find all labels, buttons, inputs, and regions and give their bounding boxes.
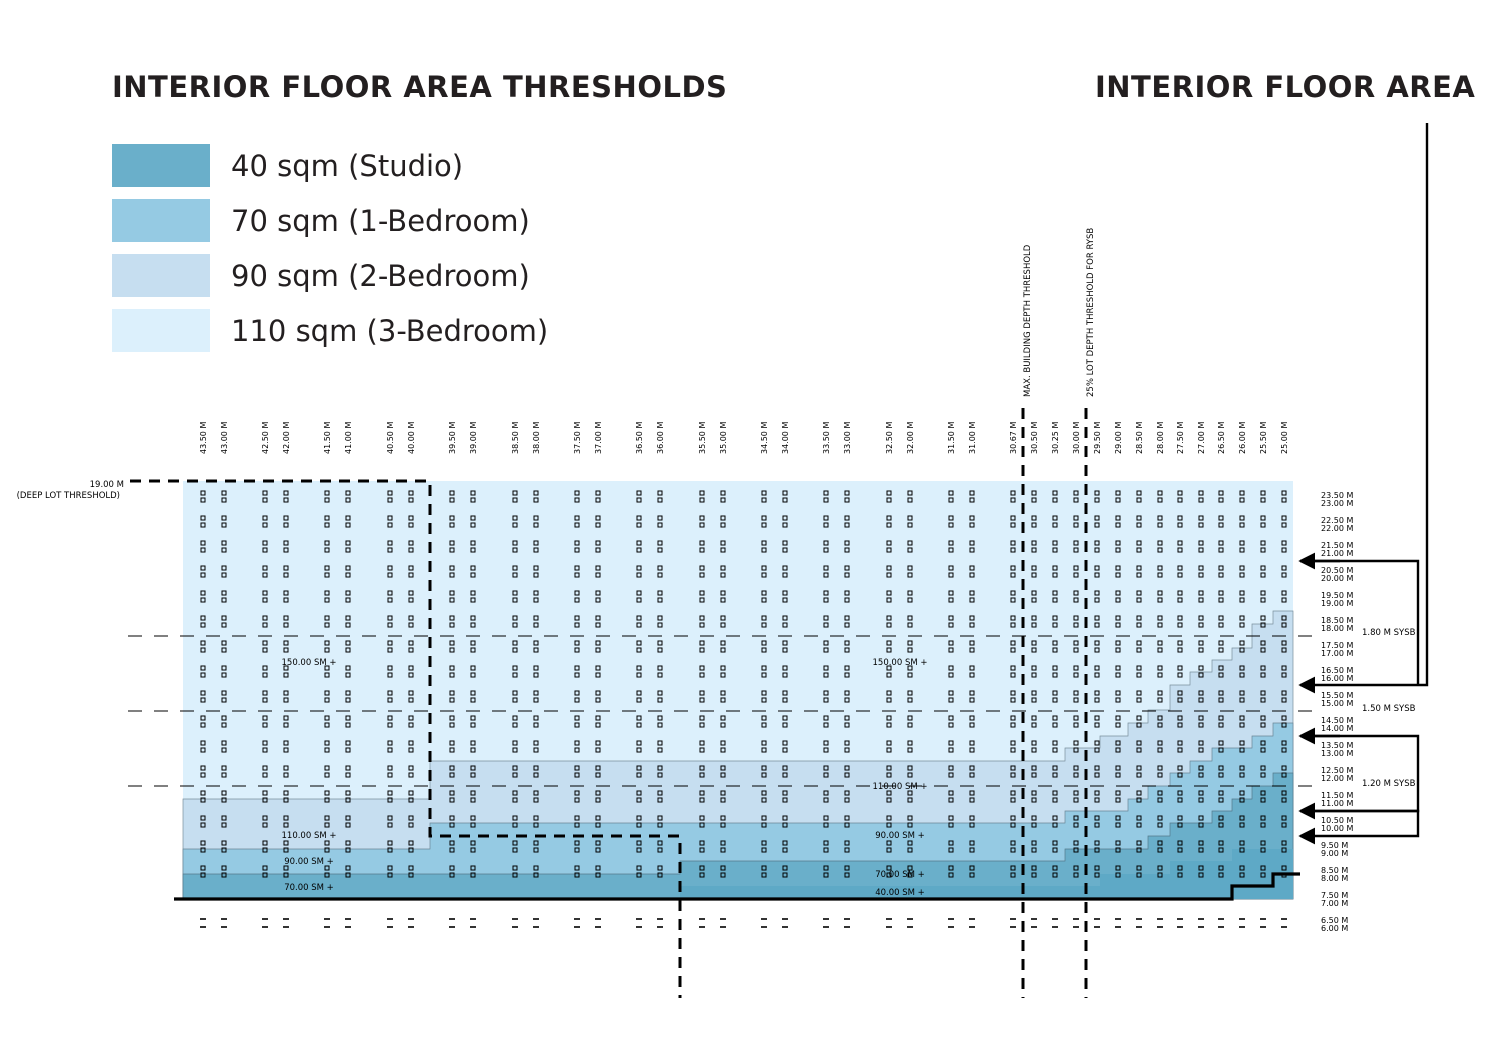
lot-depth-label: 32.50 M <box>885 421 894 454</box>
lot-depth-label: 30.00 M <box>1072 421 1081 454</box>
lot-depth-labels <box>199 422 1289 454</box>
area-label-90-right: 90.00 SM + <box>875 831 925 841</box>
lot-depth-label: 31.00 M <box>968 421 977 454</box>
lot-depth-label: 30.25 M <box>1051 421 1060 454</box>
legend-label: 90 sqm (2-Bedroom) <box>231 259 530 293</box>
bracket-middle <box>1300 736 1418 811</box>
lot-depth-label: 41.00 M <box>344 421 353 454</box>
floor-area-title: INTERIOR FLOOR AREA <box>1095 70 1476 104</box>
lot-depth-label: 41.50 M <box>323 421 332 454</box>
lot-width-label: 17.00 M <box>1321 649 1354 658</box>
lot-depth-label: 30.50 M <box>1030 421 1039 454</box>
legend-label: 110 sqm (3-Bedroom) <box>231 314 549 348</box>
area-label-70-right: 70.00 SM + <box>875 870 925 880</box>
floor-area-connector <box>1300 123 1427 685</box>
lot-depth-label: 34.50 M <box>760 421 769 454</box>
lot-depth-label: 25.50 M <box>1259 421 1268 454</box>
lot-depth-label: 43.50 M <box>199 421 208 454</box>
lot-width-label: 20.50 M <box>1321 566 1354 575</box>
lot-width-label: 8.00 M <box>1321 874 1349 883</box>
lot-depth-label: 42.00 M <box>282 421 291 454</box>
lot-width-label: 23.50 M <box>1321 491 1354 500</box>
diagram-title: INTERIOR FLOOR AREA THRESHOLDS <box>112 70 728 104</box>
max-building-depth-label: MAX. BUILDING DEPTH THRESHOLD <box>1023 244 1033 397</box>
lot-width-label: 10.00 M <box>1321 824 1354 833</box>
lot-depth-label: 37.50 M <box>573 421 582 454</box>
lot-width-label: 16.00 M <box>1321 674 1354 683</box>
lot-depth-label: 26.50 M <box>1217 421 1226 454</box>
lot-width-label: 12.50 M <box>1321 766 1354 775</box>
lot-width-label: 13.00 M <box>1321 749 1354 758</box>
lot-depth-label: 30.67 M <box>1009 421 1018 454</box>
lot-width-label: 22.00 M <box>1321 524 1354 533</box>
lot-width-label: 6.50 M <box>1321 916 1349 925</box>
lot-width-label: 19.50 M <box>1321 591 1354 600</box>
lot-width-label: 23.00 M <box>1321 499 1354 508</box>
lot-depth-label: 42.50 M <box>261 421 270 454</box>
lot-width-label: 13.50 M <box>1321 741 1354 750</box>
lot-depth-label: 38.50 M <box>511 421 520 454</box>
lot-width-label: 22.50 M <box>1321 516 1354 525</box>
legend-label: 70 sqm (1-Bedroom) <box>231 204 530 238</box>
lot-depth-label: 39.00 M <box>469 421 478 454</box>
area-label-150-left: 150.00 SM + <box>281 658 337 668</box>
lot-depth-label: 35.00 M <box>719 421 728 454</box>
lot-depth-label: 37.00 M <box>594 421 603 454</box>
lot-depth-label: 29.00 M <box>1114 421 1123 454</box>
lot-depth-label: 34.00 M <box>781 421 790 454</box>
lot-width-label: 15.00 M <box>1321 699 1354 708</box>
lot-depth-label: 28.50 M <box>1135 421 1144 454</box>
lot-depth-label: 40.00 M <box>407 421 416 454</box>
area-label-110-left: 110.00 SM + <box>281 831 337 841</box>
lot-width-label: 9.50 M <box>1321 841 1349 850</box>
lot-width-label: 11.00 M <box>1321 799 1354 808</box>
bracket-upper <box>1300 561 1418 685</box>
sysb-label-120: 1.20 M SYSB <box>1362 779 1416 789</box>
lot-depth-label: 29.50 M <box>1093 421 1102 454</box>
lot-width-label: 18.50 M <box>1321 616 1354 625</box>
lot-depth-label: 27.00 M <box>1197 421 1206 454</box>
lot-depth-label: 38.00 M <box>532 421 541 454</box>
lot-depth-label: 28.00 M <box>1156 421 1165 454</box>
lot-depth-label: 43.00 M <box>220 421 229 454</box>
area-label-70-left: 70.00 SM + <box>284 883 334 893</box>
lot-width-label: 21.00 M <box>1321 549 1354 558</box>
sysb-label-180: 1.80 M SYSB <box>1362 628 1416 638</box>
deep-lot-label: (DEEP LOT THRESHOLD) <box>16 491 120 501</box>
legend-label: 40 sqm (Studio) <box>231 149 464 183</box>
rysb-threshold-label: 25% LOT DEPTH THRESHOLD FOR RYSB <box>1086 227 1096 397</box>
lot-depth-label: 32.00 M <box>906 421 915 454</box>
area-label-90-left: 90.00 SM + <box>284 857 334 867</box>
lot-depth-label: 33.00 M <box>843 421 852 454</box>
area-label-40-right: 40.00 SM + <box>875 888 925 898</box>
lot-depth-label: 39.50 M <box>448 421 457 454</box>
lot-width-label: 16.50 M <box>1321 666 1354 675</box>
lot-width-label: 18.00 M <box>1321 624 1354 633</box>
lot-width-label: 9.00 M <box>1321 849 1349 858</box>
lot-width-label: 20.00 M <box>1321 574 1354 583</box>
lot-depth-label: 26.00 M <box>1238 421 1247 454</box>
lot-width-label: 14.00 M <box>1321 724 1354 733</box>
deep-lot-value: 19.00 M <box>89 480 124 490</box>
lot-depth-label: 40.50 M <box>386 421 395 454</box>
lot-width-label: 21.50 M <box>1321 541 1354 550</box>
sysb-label-150: 1.50 M SYSB <box>1362 704 1416 714</box>
lot-depth-label: 36.50 M <box>635 421 644 454</box>
lot-width-labels <box>1321 491 1353 933</box>
lot-depth-label: 31.50 M <box>947 421 956 454</box>
area-label-110-right: 110.00 SM + <box>872 782 928 792</box>
right-brackets <box>1300 123 1427 836</box>
lot-depth-label: 36.00 M <box>656 421 665 454</box>
lot-width-label: 7.50 M <box>1321 891 1349 900</box>
lot-depth-label: 25.00 M <box>1280 421 1289 454</box>
lot-width-label: 10.50 M <box>1321 816 1354 825</box>
area-label-150-right: 150.00 SM + <box>872 658 928 668</box>
lot-width-label: 8.50 M <box>1321 866 1349 875</box>
lot-width-label: 15.50 M <box>1321 691 1354 700</box>
lot-width-label: 12.00 M <box>1321 774 1354 783</box>
lot-width-label: 6.00 M <box>1321 924 1349 933</box>
bracket-lower <box>1300 811 1418 836</box>
lot-width-label: 11.50 M <box>1321 791 1354 800</box>
lot-depth-label: 27.50 M <box>1176 421 1185 454</box>
lot-depth-label: 35.50 M <box>698 421 707 454</box>
lot-width-label: 19.00 M <box>1321 599 1354 608</box>
lot-width-label: 17.50 M <box>1321 641 1354 650</box>
lot-width-label: 14.50 M <box>1321 716 1354 725</box>
lot-depth-label: 33.50 M <box>822 421 831 454</box>
lot-width-label: 7.00 M <box>1321 899 1349 908</box>
